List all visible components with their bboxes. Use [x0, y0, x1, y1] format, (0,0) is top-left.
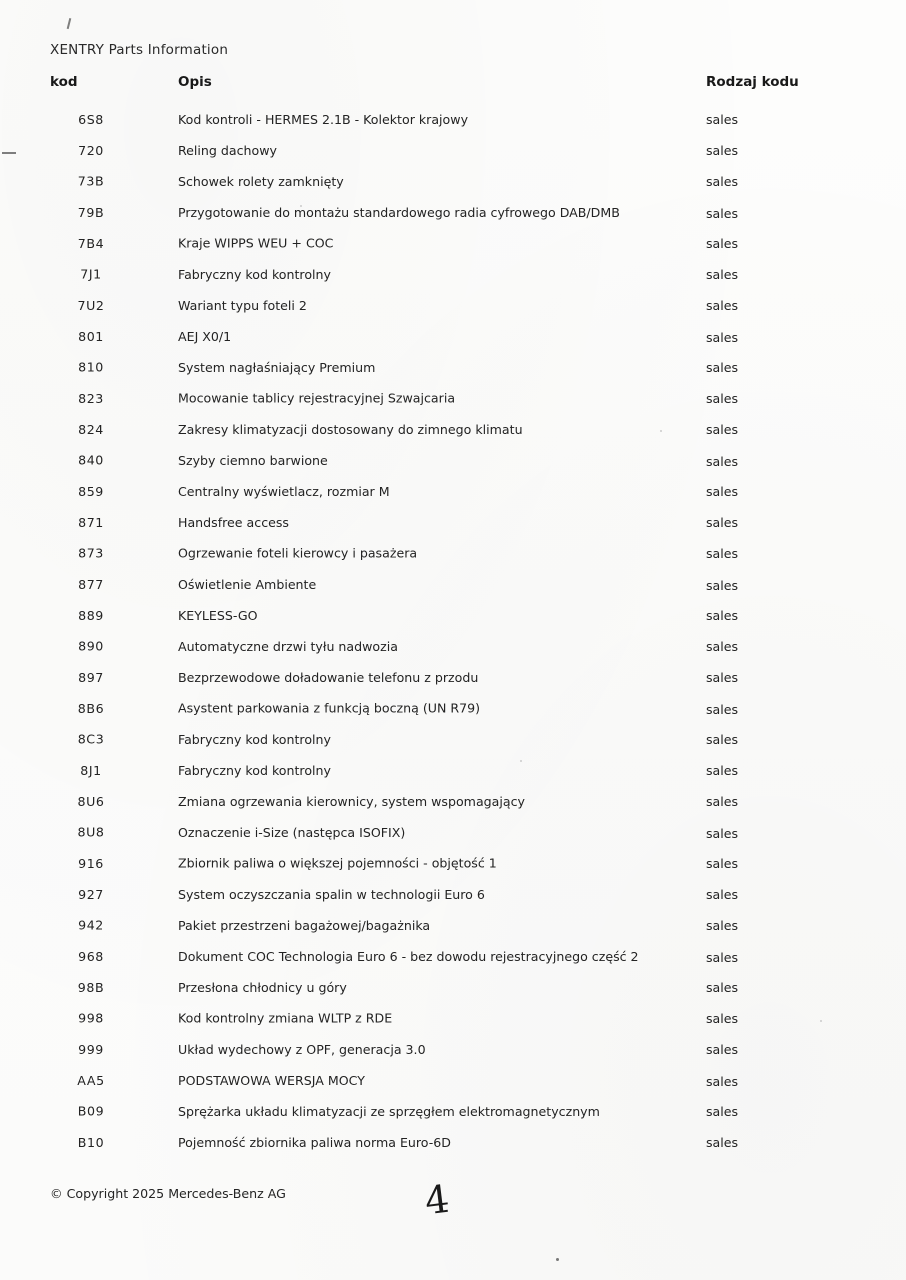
- cell-code: 840: [78, 452, 104, 468]
- table-row: [50, 259, 856, 290]
- cell-code-type: sales: [706, 360, 739, 375]
- table-row: [50, 879, 856, 910]
- cell-code-type: sales: [706, 391, 739, 406]
- cell-description: Dokument COC Technologia Euro 6 - bez dowodu rejestracyjnego część 2: [178, 949, 639, 964]
- cell-code-type: sales: [706, 950, 739, 965]
- cell-code-type: sales: [706, 143, 739, 158]
- cell-code: 720: [78, 143, 104, 158]
- table-row: [50, 197, 856, 228]
- option-codes-table: [50, 74, 856, 1158]
- cell-code-type: sales: [706, 1074, 739, 1089]
- cell-code: 999: [78, 1042, 104, 1057]
- table-row: [50, 228, 856, 259]
- table-row: [50, 538, 856, 569]
- table-row: [50, 817, 856, 848]
- column-header-code: kod: [50, 74, 78, 90]
- cell-description: Fabryczny kod kontrolny: [178, 267, 331, 282]
- table-row: [50, 1065, 856, 1096]
- cell-code: B09: [77, 1103, 105, 1119]
- cell-code-type: sales: [706, 515, 739, 530]
- scan-artifact-mark-left: [2, 152, 16, 154]
- cell-code-type: sales: [706, 454, 739, 469]
- table-row: [50, 383, 856, 414]
- cell-code-type: sales: [706, 980, 739, 995]
- table-row: [50, 662, 856, 693]
- cell-code: 801: [78, 329, 104, 344]
- cell-code: 8U8: [77, 824, 105, 840]
- handwritten-page-number: 4: [422, 1176, 452, 1224]
- cell-code-type: sales: [706, 206, 739, 221]
- cell-code: 7B4: [77, 236, 105, 251]
- cell-code-type: sales: [706, 174, 739, 189]
- table-row: [50, 755, 856, 786]
- table-row: [50, 631, 856, 662]
- cell-description: Pojemność zbiornika paliwa norma Euro-6D: [178, 1135, 451, 1150]
- cell-code-type: sales: [706, 422, 739, 437]
- cell-code: 8B6: [77, 701, 105, 716]
- table-header-row: [50, 74, 856, 104]
- cell-code-type: sales: [706, 732, 739, 747]
- cell-code-type: sales: [706, 670, 739, 685]
- cell-code-type: sales: [706, 608, 739, 623]
- cell-code: 942: [78, 917, 104, 933]
- cell-description: Reling dachowy: [178, 143, 277, 158]
- cell-description: Schowek rolety zamknięty: [178, 174, 344, 189]
- table-row: [50, 693, 856, 724]
- cell-code: 7U2: [77, 298, 105, 313]
- cell-code-type: sales: [706, 546, 739, 561]
- table-row: [50, 414, 856, 445]
- cell-code: AA5: [77, 1073, 105, 1088]
- cell-code: 8C3: [77, 731, 105, 747]
- scan-artifact-mark-top: [67, 18, 71, 29]
- cell-description: Oznaczenie i-Size (następca ISOFIX): [178, 825, 406, 840]
- cell-description: Kod kontrolny zmiana WLTP z RDE: [178, 1010, 393, 1026]
- cell-description: Ogrzewanie foteli kierowcy i pasażera: [178, 545, 418, 561]
- table-row: [50, 445, 856, 476]
- cell-code: 916: [78, 856, 104, 871]
- cell-description: KEYLESS-GO: [178, 608, 258, 623]
- table-row: [50, 848, 856, 879]
- table-row: [50, 786, 856, 817]
- table-row: [50, 941, 856, 972]
- cell-code-type: sales: [706, 1135, 739, 1150]
- cell-code: 873: [78, 545, 104, 561]
- cell-description: Szyby ciemno barwione: [178, 453, 328, 468]
- table-row: [50, 135, 856, 166]
- table-row: [50, 1034, 856, 1065]
- cell-code: 6S8: [78, 112, 104, 127]
- table-row: [50, 1003, 856, 1034]
- cell-code: 871: [78, 515, 104, 530]
- table-body: [50, 104, 856, 1158]
- copyright-footer: © Copyright 2025 Mercedes-Benz AG: [50, 1186, 286, 1201]
- table-row: [50, 290, 856, 321]
- cell-code-type: sales: [706, 856, 739, 871]
- table-row: [50, 166, 856, 197]
- cell-description: Wariant typu foteli 2: [178, 298, 307, 313]
- cell-code: 823: [78, 391, 104, 406]
- column-header-code-type: Rodzaj kodu: [706, 74, 799, 90]
- cell-description: Oświetlenie Ambiente: [178, 577, 317, 592]
- cell-code-type: sales: [706, 763, 739, 778]
- table-row: [50, 104, 856, 135]
- table-row: [50, 1127, 856, 1158]
- cell-description: Przesłona chłodnicy u góry: [178, 980, 347, 995]
- cell-description: Przygotowanie do montażu standardowego radia cyfrowego DAB/DMB: [178, 205, 620, 220]
- cell-code-type: sales: [706, 887, 739, 902]
- cell-description: Zbiornik paliwa o większej pojemności - objętość 1: [178, 855, 497, 871]
- cell-description: Sprężarka układu klimatyzacji ze sprzęgłem elektromagnetycznym: [178, 1104, 600, 1119]
- cell-code: 8U6: [77, 794, 105, 809]
- cell-code-type: sales: [706, 484, 739, 499]
- table-row: [50, 600, 856, 631]
- cell-code-type: sales: [706, 267, 739, 282]
- cell-code: 73B: [77, 173, 105, 189]
- cell-code: 98B: [77, 980, 105, 995]
- scan-speck: [556, 1258, 559, 1261]
- cell-description: Bezprzewodowe doładowanie telefonu z przodu: [178, 670, 479, 685]
- cell-code-type: sales: [706, 1011, 739, 1026]
- cell-description: Zmiana ogrzewania kierownicy, system wspomagający: [178, 794, 525, 809]
- cell-code-type: sales: [706, 794, 739, 809]
- cell-code: 79B: [77, 205, 105, 220]
- cell-code: 810: [78, 359, 104, 375]
- table-row: [50, 507, 856, 538]
- cell-description: AEJ X0/1: [178, 329, 232, 344]
- cell-description: System oczyszczania spalin w technologii Euro 6: [178, 887, 485, 902]
- cell-code: 968: [78, 949, 104, 964]
- cell-description: PODSTAWOWA WERSJA MOCY: [178, 1073, 365, 1088]
- cell-code: 859: [78, 484, 104, 499]
- cell-code-type: sales: [706, 1042, 739, 1057]
- table-row: [50, 972, 856, 1003]
- cell-description: Automatyczne drzwi tyłu nadwozia: [178, 639, 398, 654]
- cell-description: Pakiet przestrzeni bagażowej/bagażnika: [178, 918, 431, 933]
- cell-description: Układ wydechowy z OPF, generacja 3.0: [178, 1042, 426, 1057]
- cell-code: 824: [78, 422, 104, 437]
- cell-code-type: sales: [706, 330, 739, 345]
- table-row: [50, 476, 856, 507]
- document-title: XENTRY Parts Information: [50, 42, 229, 58]
- cell-code-type: sales: [706, 578, 739, 593]
- cell-code: 877: [78, 577, 104, 592]
- table-row: [50, 321, 856, 352]
- cell-code-type: sales: [706, 1104, 739, 1119]
- table-row: [50, 352, 856, 383]
- cell-code: 897: [78, 670, 104, 685]
- table-row: [50, 910, 856, 941]
- cell-code: 927: [78, 887, 104, 902]
- cell-description: Handsfree access: [178, 515, 289, 530]
- cell-code-type: sales: [706, 826, 739, 841]
- cell-code-type: sales: [706, 639, 739, 654]
- cell-description: Zakresy klimatyzacji dostosowany do zimnego klimatu: [178, 422, 523, 437]
- cell-code: 890: [78, 638, 104, 654]
- cell-code: 889: [78, 608, 104, 623]
- cell-code-type: sales: [706, 702, 739, 717]
- cell-code-type: sales: [706, 298, 739, 313]
- cell-description: System nagłaśniający Premium: [178, 360, 376, 375]
- cell-code: 8J1: [80, 763, 102, 778]
- cell-description: Kraje WIPPS WEU + COC: [178, 235, 334, 251]
- cell-code-type: sales: [706, 236, 739, 251]
- cell-description: Fabryczny kod kontrolny: [178, 732, 331, 747]
- table-row: [50, 1096, 856, 1127]
- cell-description: Mocowanie tablicy rejestracyjnej Szwajcaria: [178, 390, 456, 406]
- cell-code-type: sales: [706, 918, 739, 933]
- cell-description: Fabryczny kod kontrolny: [178, 763, 331, 778]
- cell-description: Asystent parkowania z funkcją boczną (UN R79): [178, 700, 481, 716]
- cell-code: 998: [78, 1010, 104, 1026]
- table-row: [50, 724, 856, 755]
- cell-description: Kod kontroli - HERMES 2.1B - Kolektor krajowy: [178, 112, 469, 127]
- cell-code-type: sales: [706, 112, 739, 127]
- cell-description: Centralny wyświetlacz, rozmiar M: [178, 484, 390, 499]
- cell-code: B10: [77, 1135, 105, 1150]
- table-row: [50, 569, 856, 600]
- cell-code: 7J1: [80, 266, 102, 282]
- column-header-description: Opis: [178, 74, 212, 90]
